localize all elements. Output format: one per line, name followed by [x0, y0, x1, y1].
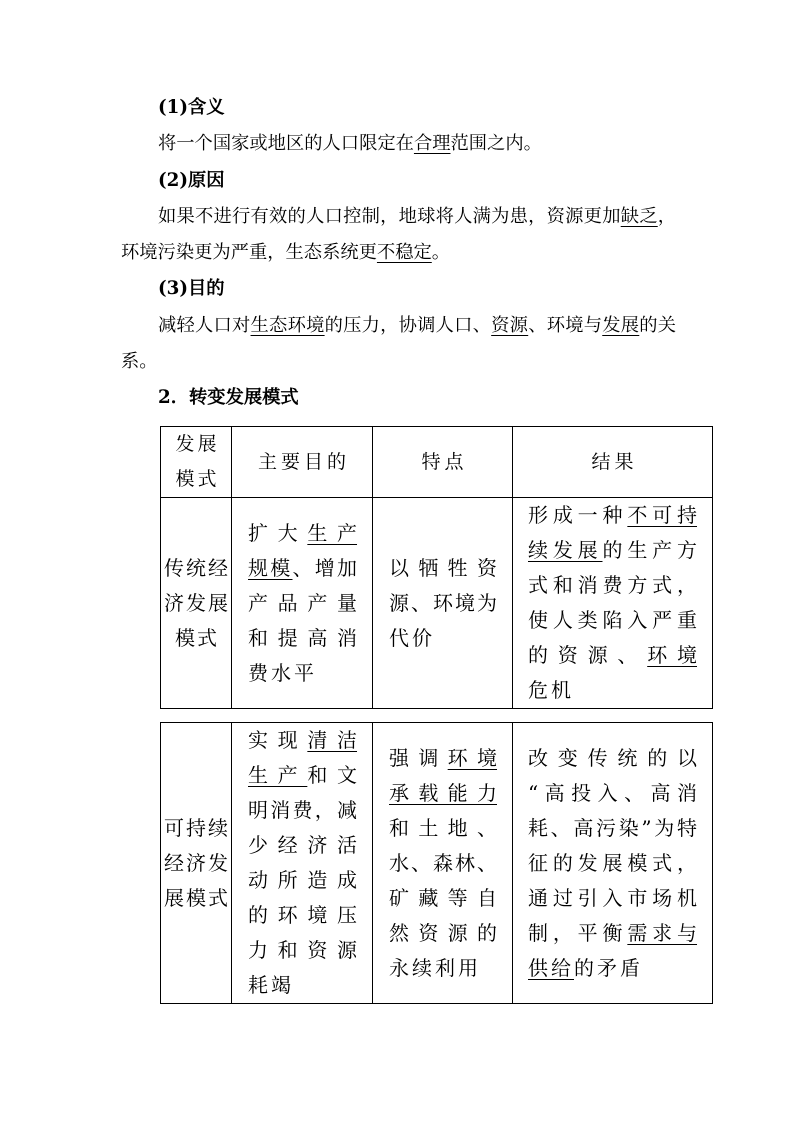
text-segment: 范围之内。: [450, 133, 542, 155]
underlined-key-term: 生产: [248, 763, 308, 787]
text-segment: 的关: [639, 314, 677, 336]
text-line: 展模式: [164, 885, 230, 910]
text-segment: ，: [657, 205, 677, 227]
text-segment: 。: [431, 242, 451, 264]
development-mode-table-continued: [160, 722, 713, 1004]
header-feature: 特点: [373, 427, 513, 498]
text-line: [121, 199, 676, 235]
subheading-reason: (2)原因: [158, 169, 225, 191]
text-segment: 的资源、: [528, 643, 648, 667]
text-segment: 将一个国家或地区的人口限定在: [158, 133, 414, 155]
underlined-key-term: 承载能力: [389, 780, 497, 805]
text-segment: 、增加: [292, 555, 357, 580]
underlined-key-term: 发展: [602, 314, 640, 336]
underlined-key-term: 需求与: [627, 920, 698, 945]
text-line: [528, 498, 697, 533]
underlined-key-term: 环境: [647, 643, 698, 667]
text-line: 可持续: [164, 815, 230, 840]
text-segment: 的压力，协调人口、: [324, 314, 492, 336]
text-segment: 系。: [121, 351, 158, 373]
text-line: 耗竭: [248, 973, 294, 997]
cell-feature: [373, 723, 513, 1004]
text-line: 少经济活: [248, 833, 357, 857]
text-segment: 环境污染更为严重，生态系统更: [121, 242, 377, 264]
text-line: [528, 951, 697, 986]
underlined-key-term: 资源: [491, 314, 529, 336]
text-segment: 形成一种: [528, 503, 628, 527]
text-line: 征的发展模式，: [528, 850, 697, 875]
text-segment: 、环境与: [528, 314, 603, 336]
text-segment: 减轻人口对: [158, 314, 251, 336]
text-line: [121, 308, 676, 344]
text-segment: 实现: [248, 728, 308, 752]
paragraph-purpose: [121, 308, 676, 381]
text-line: 和土地、: [389, 815, 497, 840]
text-line: [528, 638, 697, 673]
text-line: 发展: [175, 433, 220, 455]
header-result: 结果: [513, 427, 713, 498]
underlined-key-term: 续发展: [528, 538, 603, 562]
underlined-key-term: 缺乏: [620, 205, 658, 227]
cell-result: [513, 723, 713, 1004]
text-line: [248, 551, 357, 586]
text-line: [528, 916, 697, 951]
text-line: 源、环境为: [389, 590, 497, 615]
text-line: [121, 344, 676, 380]
paragraph-reason: [121, 199, 676, 272]
text-line: 矿藏等自: [389, 885, 497, 910]
text-line: 通过引入市场机: [528, 885, 697, 910]
text-segment: 和文: [307, 763, 358, 787]
text-line: [389, 776, 497, 811]
text-line: 济发展: [164, 590, 230, 615]
underlined-key-term: 生产: [307, 520, 358, 545]
cell-goal: [232, 723, 373, 1004]
text-line: [389, 741, 497, 776]
text-segment: 的矛盾: [574, 955, 643, 980]
subheading-purpose: (3)目的: [158, 278, 225, 300]
underlined-key-term: 合理: [413, 133, 451, 155]
text-line: 费水平: [248, 660, 317, 685]
underlined-key-term: 生态环境: [250, 314, 325, 336]
text-line: 产品产量: [248, 590, 357, 615]
text-line: 耗、高污染”为特: [528, 815, 697, 840]
text-segment: 如果不进行有效的人口控制，地球将人满为患，资源更加: [158, 205, 621, 227]
underlined-key-term: 供给: [528, 955, 574, 980]
text-line: 然资源的: [389, 920, 497, 945]
text-line: “高投入、高消: [528, 780, 697, 805]
cell-goal: [232, 498, 373, 709]
text-line: [121, 235, 676, 271]
underlined-key-term: 规模: [248, 555, 293, 580]
text-line: [528, 533, 697, 568]
text-line: 使人类陷入严重: [528, 608, 697, 632]
table-header-row: [161, 427, 713, 498]
text-line: 模式: [175, 625, 219, 650]
text-segment: 扩大: [248, 520, 308, 545]
text-line: 改变传统的以: [528, 745, 697, 770]
text-line: 危机: [528, 678, 574, 702]
cell-result: [513, 498, 713, 709]
cell-mode: [161, 723, 232, 1004]
table-row-traditional: [161, 498, 713, 709]
section-1-text: [121, 90, 676, 417]
subheading-meaning: (1)含义: [158, 97, 225, 118]
text-line: [248, 516, 357, 551]
section-title: 2．转变发展模式: [158, 387, 299, 409]
text-line: [248, 758, 357, 793]
text-line: 代价: [389, 625, 435, 650]
text-line: 动所造成: [248, 868, 357, 892]
text-line: [121, 126, 676, 162]
paragraph-meaning: [121, 126, 676, 162]
text-line: 传统经: [164, 555, 230, 580]
text-line: 以牺牲资: [389, 555, 497, 580]
text-line: 和提高消: [248, 625, 357, 650]
underlined-key-term: 环境: [447, 745, 498, 770]
cell-feature: [373, 498, 513, 709]
text-line: 式和消费方式，: [528, 573, 697, 597]
underlined-key-term: 不稳定: [376, 242, 432, 264]
header-mode: [161, 427, 232, 498]
cell-mode: [161, 498, 232, 709]
header-goal: 主要目的: [232, 427, 373, 498]
text-segment: 的生产方: [602, 538, 697, 562]
text-line: 永续利用: [389, 955, 481, 980]
text-segment: 制，平衡: [528, 920, 628, 945]
table-row-sustainable: [161, 723, 713, 1004]
text-line: [248, 723, 357, 758]
text-line: 明消费，减: [248, 798, 357, 822]
text-line: 水、森林、: [389, 850, 497, 875]
text-line: 力和资源: [248, 938, 357, 962]
text-line: 模式: [175, 468, 220, 490]
development-mode-table: [160, 426, 713, 709]
text-segment: 强调: [389, 745, 448, 770]
underlined-key-term: 不可持: [627, 503, 698, 527]
underlined-key-term: 清洁: [307, 728, 358, 752]
text-line: 经济发: [164, 850, 230, 875]
text-line: 的环境压: [248, 903, 357, 927]
